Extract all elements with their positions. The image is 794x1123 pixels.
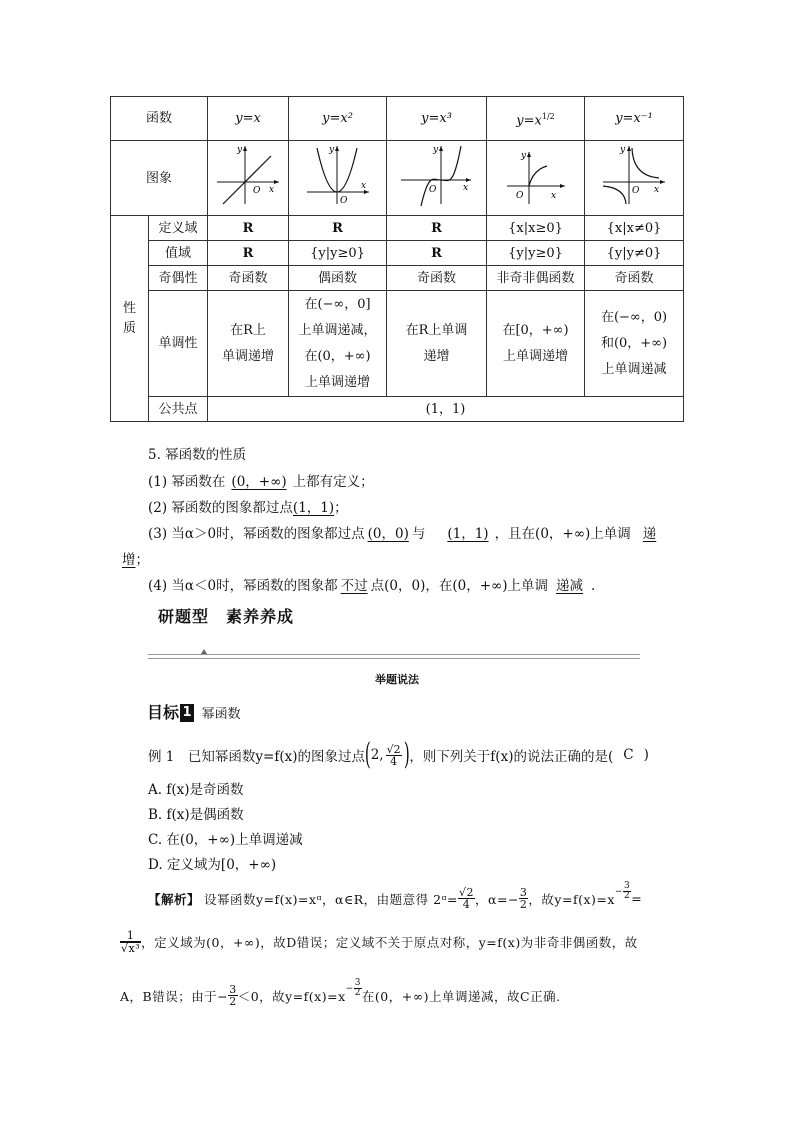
func-y-x-inv: y=x⁻¹	[585, 97, 684, 141]
svg-text:y: y	[620, 144, 626, 155]
cell: {x|x≥0}	[487, 216, 585, 241]
example-answer: C	[623, 747, 634, 763]
svg-text:y: y	[520, 150, 526, 161]
section5-title: 5. 幂函数的性质	[148, 447, 247, 463]
svg-text:O: O	[515, 190, 523, 201]
goal-heading: 目标 1 幂函数	[147, 703, 241, 722]
func-y-x: y=x	[208, 97, 289, 141]
cell: 在R上 单调递增	[208, 291, 289, 397]
banner-divider	[148, 654, 640, 659]
graph-y-x	[208, 141, 289, 216]
cell: 奇函数	[585, 266, 684, 291]
section5-line3: (3) 当α＞0时，幂函数的图象都过点 (0，0) 与 (1，1) ，且在(0，+∞)上单调 递	[148, 526, 657, 542]
section5-line3-cont: 增；	[122, 552, 149, 568]
cell: 在(−∞，0] 上单调递减， 在(0，+∞) 上单调递增	[289, 291, 387, 397]
func-y-x3: y=x³	[387, 97, 487, 141]
cell: 在[0，+∞) 上单调递增	[487, 291, 585, 397]
svg-text:y: y	[237, 144, 243, 155]
cell: R	[208, 241, 289, 266]
cell: {y|y≠0}	[585, 241, 684, 266]
func-y-x2: y=x²	[289, 97, 387, 141]
cell: 奇函数	[387, 266, 487, 291]
row-label-common-point: 公共点	[149, 397, 208, 422]
cell: R	[387, 216, 487, 241]
svg-text:O: O	[253, 185, 261, 196]
cell: R	[289, 216, 387, 241]
option-c: C. 在(0，+∞)上单调递减	[148, 832, 303, 848]
row-label-monotonic: 单调性	[149, 291, 208, 397]
row-label-parity: 奇偶性	[149, 266, 208, 291]
cell: 在(−∞，0) 和(0，+∞) 上单调递减	[585, 291, 684, 397]
cell: (1，1)	[208, 397, 684, 422]
row-label-range: 值域	[149, 241, 208, 266]
cell: 在R上单调 递增	[387, 291, 487, 397]
header-func-label: 函数	[111, 97, 208, 141]
graph-y-x-half	[487, 141, 585, 216]
cell: R	[387, 241, 487, 266]
svg-text:O: O	[428, 184, 436, 195]
cell: {x|x≠0}	[585, 216, 684, 241]
svg-text:x: x	[654, 184, 660, 195]
graph-y-x3	[387, 141, 487, 216]
option-b: B. f(x)是偶函数	[148, 807, 244, 823]
triangle-marker-icon	[201, 649, 207, 654]
solution-line2: $\frac{1}{\text{√x³}}$ ，定义域为(0，+∞)，故D错误；定义域不关于原点对称，y=f(x)为非奇非偶函数，故	[121, 929, 638, 955]
banner-title: 举题说法	[375, 673, 419, 686]
section5-line1: (1) 幂函数在 (0，+∞) 上都有定义；	[148, 474, 374, 490]
cell: 奇函数	[208, 266, 289, 291]
power-function-table	[110, 96, 684, 422]
solution-line1: 【解析】 设幂函数y=f(x)=xᵅ，α∈R，由题意得 2ᵅ= $\frac{√2}{4}$ ，α=− $\frac{3}{2}$ ，故y=f(x)=x − $\frac{3}{2}$ =	[148, 881, 643, 911]
svg-text:O: O	[339, 195, 347, 206]
props-label: 性质	[111, 216, 149, 422]
option-a: A. f(x)是奇函数	[148, 782, 244, 798]
cell: 偶函数	[289, 266, 387, 291]
header-graph-label: 图象	[111, 141, 208, 216]
option-d: D. 定义域为[0，+∞)	[148, 857, 277, 873]
study-section-title: 研题型 素养养成	[158, 607, 295, 626]
svg-text:x: x	[269, 184, 275, 195]
cell: {y|y≥0}	[289, 241, 387, 266]
svg-text:x: x	[550, 190, 556, 201]
cell: R	[208, 216, 289, 241]
svg-text:y: y	[328, 144, 334, 155]
svg-text:x: x	[462, 182, 468, 193]
cell: 非奇非偶函数	[487, 266, 585, 291]
svg-text:O: O	[632, 185, 640, 196]
svg-text:x: x	[360, 180, 366, 191]
row-label-domain: 定义域	[149, 216, 208, 241]
section5-line4: (4) 当α＜0时，幂函数的图象都 不过 点(0，0)，在(0，+∞)上单调 递减 .	[148, 578, 596, 594]
func-y-x-half: $y=x^{1/2}$	[487, 97, 585, 141]
svg-text:y: y	[432, 144, 438, 155]
graph-y-x-inv	[585, 141, 684, 216]
solution-line3: A，B错误；由于− $\frac{3}{2}$ ＜0，故y=f(x)=x − $\frac{3}{2}$ 在(0，+∞)上单调递减，故C正确.	[120, 978, 561, 1008]
example-question: 例 1 已知幂函数y=f(x)的图象过点 ( 2, $\frac{√2}{4}$ ) ，则下列关于f(x)的说法正确的是( C )	[148, 737, 649, 772]
goal-number-badge: 1	[180, 704, 194, 722]
cell: {y|y≥0}	[487, 241, 585, 266]
graph-y-x2	[289, 141, 387, 216]
section5-line2: (2) 幂函数的图象都过点(1，1)；	[148, 500, 348, 516]
